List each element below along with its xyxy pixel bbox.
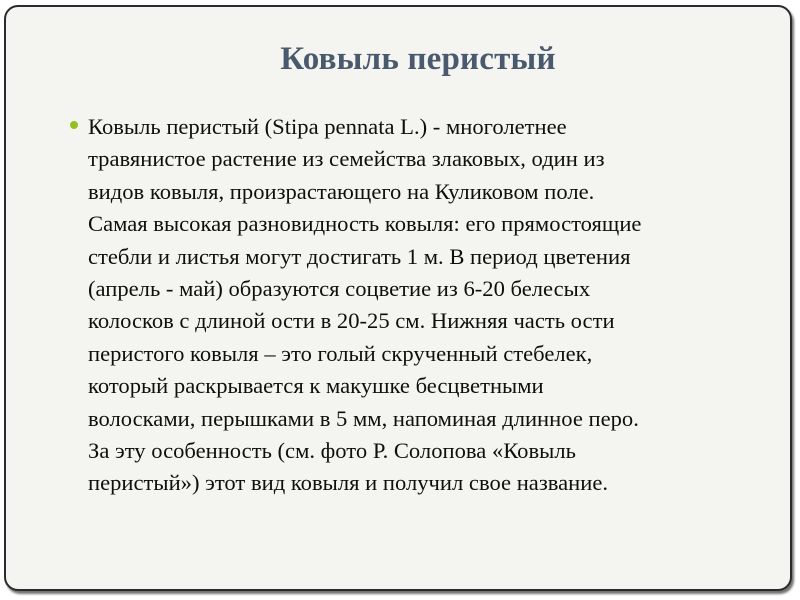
- text-line: видов ковыля, произрастающего на Куликовом поле.: [88, 178, 595, 204]
- text-line: стебли и листья могут достигать 1 м. В период цветения: [88, 243, 631, 269]
- text-line: который раскрывается к макушке бесцветными: [88, 373, 544, 399]
- slide: [4, 5, 792, 591]
- slide-body: [68, 111, 740, 500]
- text-line: Самая высокая разновидность ковыля: его прямостоящие: [88, 211, 642, 237]
- text-line: За эту особенность (см. фото Р. Солопова «Ковыль: [88, 438, 576, 464]
- text-line: травянистое растение из семейства злаковых, один из: [88, 146, 605, 172]
- paragraph: [68, 111, 740, 500]
- text-line: перистого ковыля – это голый скрученный стебелек,: [88, 340, 593, 366]
- slide-title: Ковыль перистый: [280, 41, 556, 77]
- text-line: Ковыль перистый (Stipa pennata L.) - многолетнее: [88, 114, 567, 139]
- text-line: перистый») этот вид ковыля и получил свое название.: [88, 470, 609, 496]
- text-line: колосков с длиной ости в 20-25 см. Нижняя часть ости: [88, 308, 615, 334]
- text-line: волосками, перышками в 5 мм, напоминая длинное перо.: [88, 405, 639, 431]
- text-line: (апрель - май) образуются соцветие из 6-20 белесых: [88, 276, 591, 302]
- bullet-icon: [70, 121, 78, 129]
